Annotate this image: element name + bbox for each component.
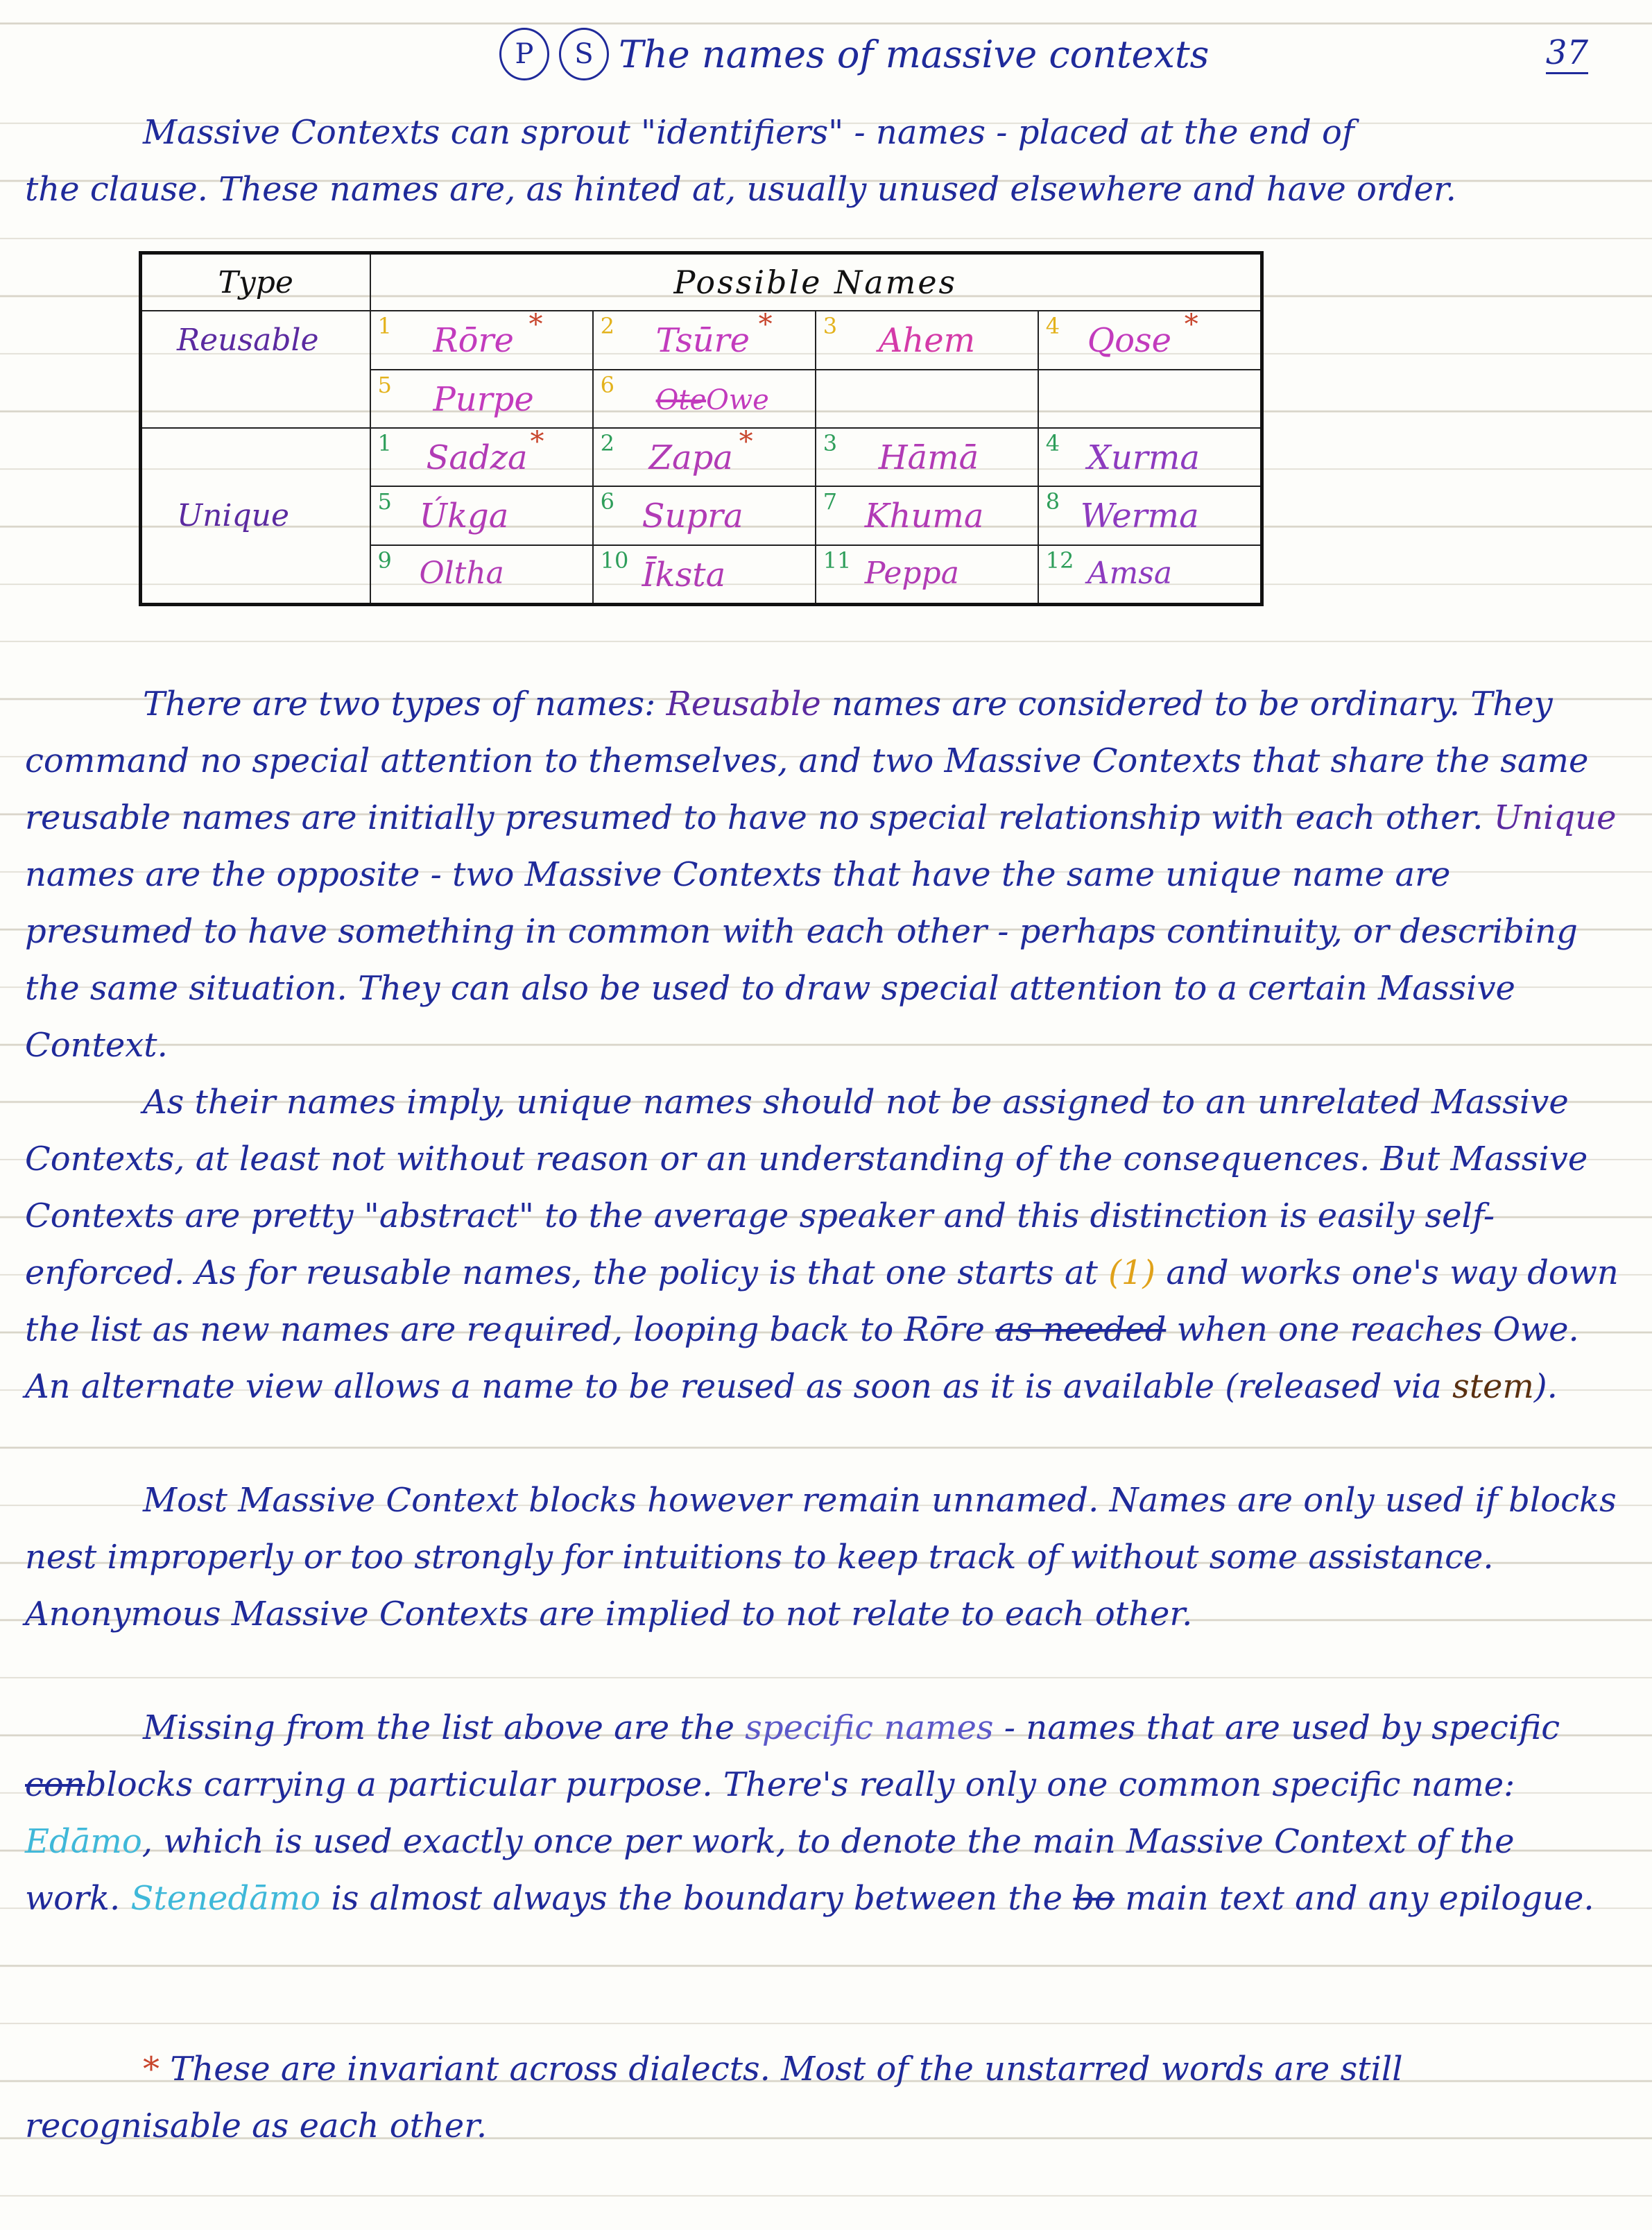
paragraph-types: There are two types of names: Reusable names are considered to be ordinary. They command no special attention to themselves, and two Massive Contexts that share the same reusable names are initially presumed to have no special relationship with each other. Unique names are the opposite - two Massive Contexts that have the same unique name are presumed to have something in common with each other - perhaps continuity, or describing the same situation. They can also be used to draw special attention to a certain Massive Context. (25, 685, 1617, 1065)
names-header: Possible Names (370, 253, 1262, 311)
name-cell: 12 Amsa (1038, 545, 1262, 605)
name-cell: 6 Supra (593, 486, 816, 544)
badge-p: P (499, 28, 549, 80)
page-header (499, 26, 1209, 82)
stem-term: stem (1452, 1367, 1534, 1406)
badge-s: S (559, 28, 609, 80)
name-cell: 2 Zapa * (593, 428, 816, 486)
reference-one: (1) (1108, 1253, 1156, 1292)
names-table (139, 251, 1264, 606)
name-cell: 7 Khuma (816, 486, 1038, 544)
edamo-term: Edāmo (25, 1822, 142, 1861)
reusable-term: Reusable (666, 685, 821, 723)
footnote: * These are invariant across dialects. Most of the unstarred words are still recognisable as each other. (25, 2050, 1403, 2145)
name-cell: 10 Īksta (593, 545, 816, 605)
page-title: The names of massive contexts (619, 32, 1210, 76)
reusable-row-2 (141, 370, 1262, 428)
paragraph-unnamed: Most Massive Context blocks however remain unnamed. Names are only used if blocks nest improperly or too strongly for intuitions to keep track of without some assistance. Anonymous Massive Contexts are implied to not relate to each other. (25, 1481, 1617, 1633)
paragraph-policy: As their names imply, unique names should not be assigned to an unrelated Massive Contexts, at least not without reason or an understanding of the consequences. But Massive Contexts are pretty "abstract" to the average speaker and this distinction is easily self-enforced. As for reusable names, the policy is that one starts at (1) and works one's way down the list as new names are required, looping back to Rōre as needed when one reaches Owe. An alternate view allows a name to be reused as soon as it is available (released via stem). (25, 1083, 1619, 1406)
name-cell: 11 Peppa (816, 545, 1038, 605)
name-cell: 4 Qose * (1038, 311, 1262, 369)
unique-term: Unique (1493, 798, 1617, 837)
reusable-row-1 (141, 311, 1262, 369)
paragraph-specific: Missing from the list above are the specific names - names that are used by specific conblocks carrying a particular purpose. There's really only one common specific name: Edāmo, which is used exactly once per work, to denote the main Massive Context of the work. Stenedāmo is almost always the boundary between the bo main text and any epilogue. (25, 1708, 1594, 1918)
name-cell: 9 Oltha (370, 545, 593, 605)
name-cell: 6 OteOwe (593, 370, 816, 428)
unique-row-1 (141, 428, 1262, 486)
name-cell: 1 Sadza * (370, 428, 593, 486)
name-cell: 3 Ahem (816, 311, 1038, 369)
name-cell: 1 Rōre * (370, 311, 593, 369)
intro-line2: the clause. These names are, as hinted at, usually unused elsewhere and have order. (25, 170, 1456, 209)
name-cell: 4 Xurma (1038, 428, 1262, 486)
name-cell: 2 Tsūre * (593, 311, 816, 369)
name-cell: 5 Úkga (370, 486, 593, 544)
intro-paragraph (25, 104, 1620, 218)
page-number: 37 (1546, 33, 1588, 74)
name-cell: 8 Werma (1038, 486, 1262, 544)
stenedamo-term: Stenedāmo (130, 1879, 321, 1918)
footnote-star: * (143, 2050, 160, 2089)
name-cell: 5 Purpe (370, 370, 593, 428)
table-header-row (141, 253, 1262, 311)
specific-names-term: specific names (745, 1708, 994, 1747)
type-header: Type (141, 253, 370, 311)
intro-line1: Massive Contexts can sprout "identifiers" - names - placed at the end of (143, 113, 1354, 152)
unique-label: Unique (141, 428, 370, 605)
reusable-label: Reusable (141, 311, 370, 369)
name-cell: 3 Hāmā (816, 428, 1038, 486)
